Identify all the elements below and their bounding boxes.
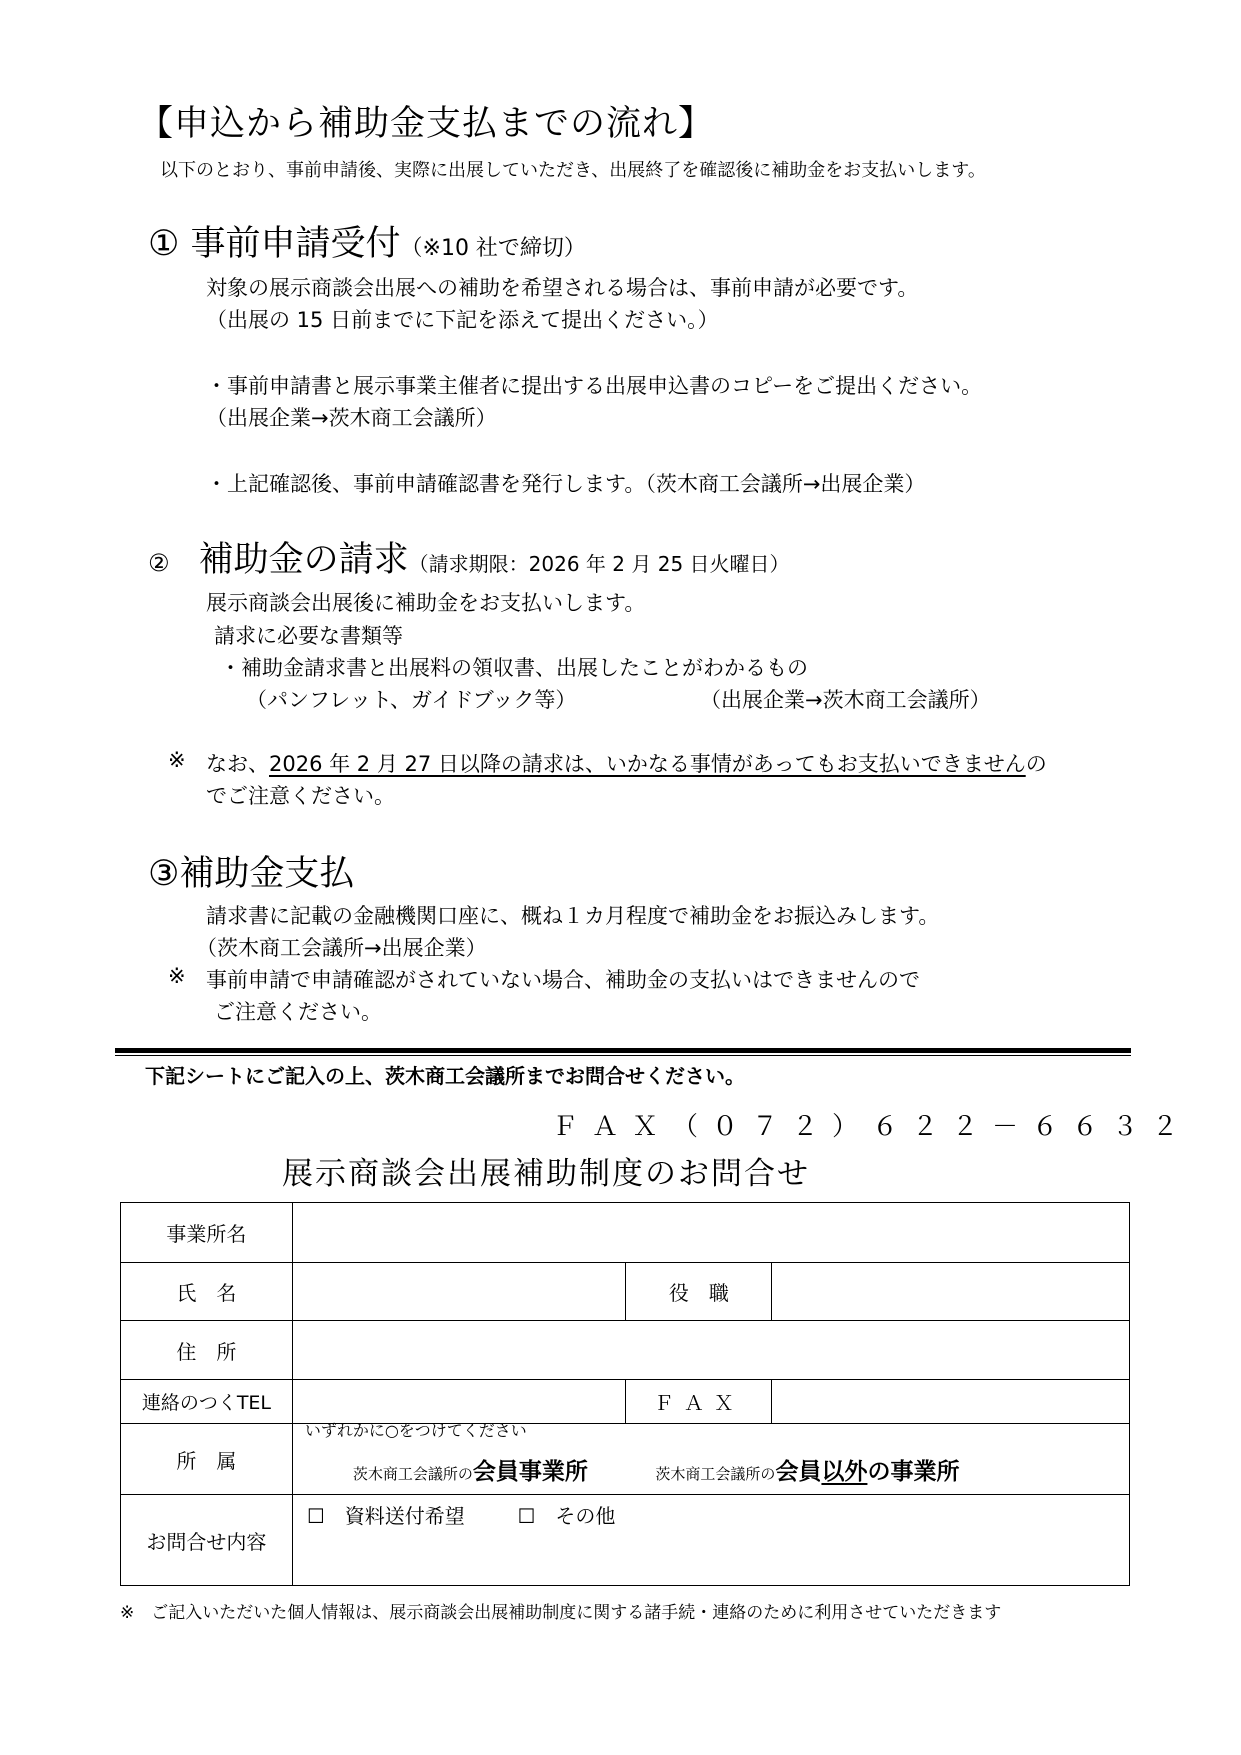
name-field[interactable] [292,1263,626,1321]
step3-note-mark: ※ [168,964,186,988]
step2-note-mark: ※ [168,748,186,772]
step2-note [206,748,1047,778]
intro-text: 以下のとおり、事前申請後、実際に出展していただき、出展終了を確認後に補助金をお支払いします。 [160,160,986,181]
divider-thin [115,1055,1131,1056]
divider-thick [115,1048,1131,1053]
inquiry-options [307,1500,1129,1529]
fax-label: ＦＡＸ [626,1380,772,1424]
step2-note-suffix: の [1025,752,1047,776]
step2-note: （請求期限：2026 年 2 月 25 日火曜日） [408,552,790,576]
form-title: 展示商談会出展補助制度のお問合せ [282,1156,810,1192]
inquiry-field[interactable] [292,1495,1129,1586]
option2-member[interactable]: 会員 [775,1459,822,1485]
step2-bullet-flow: （出展企業→茨木商工会議所） [700,688,991,712]
step2-title: 補助金の請求 [198,540,409,580]
step1-line1: 対象の展示商談会出展への補助を希望される場合は、事前申請が必要です。 [206,276,919,300]
option2-office: の事業所 [867,1459,960,1485]
step1-bullet2: ・上記確認後、事前申請確認書を発行します。（茨木商工会議所→出展企業） [206,472,926,496]
step3-line1: 請求書に記載の金融機関口座に、概ね１カ月程度で補助金をお振込みします。 [206,904,940,928]
affiliation-label: 所 属 [121,1424,293,1495]
name-label: 氏 名 [121,1263,293,1321]
fax-number: ＦＡＸ（０７２）６２２－６６３２ [552,1112,1193,1142]
option1-member[interactable]: 会員事業所 [472,1459,588,1485]
tel-label: 連絡のつくTEL [121,1380,293,1424]
contact-instruction: 下記シートにご記入の上、茨木商工会議所までお問合せください。 [145,1064,745,1088]
inquiry-form [120,1202,1130,1586]
tel-field[interactable] [292,1380,626,1424]
inquiry-option-materials[interactable]: ☐ 資料送付希望 [306,1504,465,1528]
page-title: 【申込から補助金支払までの流れ】 [138,104,715,144]
fax-field[interactable] [772,1380,1130,1424]
step2-bullet: ・補助金請求書と出展料の領収書、出展したことがわかるもの [220,656,808,680]
office-name-field[interactable] [292,1203,1129,1263]
step1-note: （※10 社で締切） [400,236,586,261]
step1-title: ① 事前申請受付 [148,224,401,264]
step2-marker: ② [148,549,170,577]
step3-note-line2: ご注意ください。 [214,1000,382,1024]
step2-line1: 展示商談会出展後に補助金をお支払いします。 [206,591,646,615]
step3-heading: ③補助金支払 [148,854,355,894]
step1-bullet1-flow: （出展企業→茨木商工会議所） [206,406,497,430]
position-field[interactable] [772,1263,1130,1321]
address-field[interactable] [292,1321,1129,1380]
inquiry-option-other[interactable]: ☐ その他 [517,1504,616,1528]
step2-heading [148,532,790,582]
office-name-label: 事業所名 [121,1203,293,1263]
step3-line2: （茨木商工会議所→出展企業） [196,936,487,960]
step2-note-line2: でご注意ください。 [206,784,395,808]
position-label: 役 職 [626,1263,772,1321]
option1-prefix: 茨木商工会議所の [352,1465,473,1483]
step2-note-prefix: なお、 [206,752,269,776]
step2-line2: 請求に必要な書類等 [214,624,403,648]
step3-note-line1: 事前申請で申請確認がされていない場合、補助金の支払いはできませんので [206,968,920,992]
inquiry-label: お問合せ内容 [121,1495,293,1586]
affiliation-field[interactable] [292,1421,1129,1495]
step1-heading [148,216,586,266]
affiliation-options [353,1453,1129,1486]
option2-prefix: 茨木商工会議所の [655,1465,776,1483]
step2-note-underlined: 2026 年 2 月 27 日以降の請求は、いかなる事情があってもお支払いできません [269,752,1026,776]
address-label: 住 所 [121,1321,293,1380]
step1-line2: （出展の 15 日前までに下記を添えて提出ください。） [206,308,719,332]
privacy-footnote: ※ ご記入いただいた個人情報は、展示商談会出展補助制度に関する諸手続・連絡のために利用させていただきます [120,1603,1002,1623]
step1-bullet1: ・事前申請書と展示事業主催者に提出する出展申込書のコピーをご提出ください。 [206,374,983,398]
step2-bullet-sub: （パンフレット、ガイドブック等） [246,688,577,712]
option2-except: 以外 [821,1459,868,1485]
affiliation-instruction: いずれかに○をつけてください [304,1421,527,1440]
